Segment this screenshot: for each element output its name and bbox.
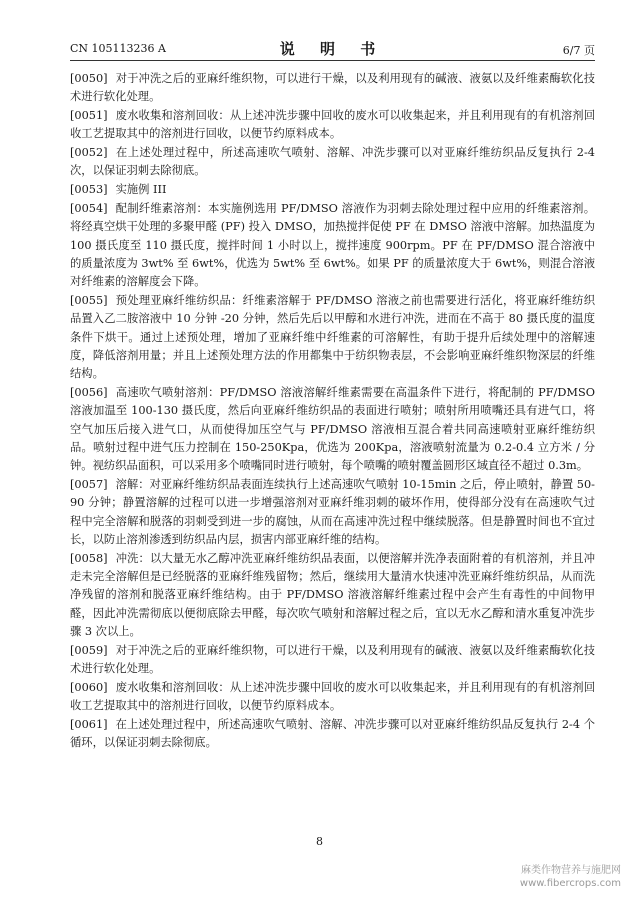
paragraph-number: [0051] (70, 109, 108, 123)
paragraph-text: 在上述处理过程中，所述高速吹气喷射、溶解、冲洗步骤可以对亚麻纤维纺织品反复执行 2-4 个循环，以保证羽刺去除彻底。 (70, 717, 595, 750)
page-header (70, 38, 595, 61)
paragraph-number: [0059] (70, 643, 108, 657)
paragraph-number: [0054] (70, 202, 108, 216)
paragraph-number: [0058] (70, 551, 108, 565)
paragraph (70, 550, 595, 641)
paragraph-text: 对于冲洗之后的亚麻纤维织物，可以进行干燥，以及利用现有的碱液、液氨以及纤维素酶软化技术进行软化处理。 (70, 72, 595, 104)
site-watermark (520, 864, 621, 890)
paragraph-text: 配制纤维素溶剂：本实施例选用 PF/DMSO 溶液作为羽刺去除处理过程中应用的纤维素溶剂。将经真空烘干处理的多聚甲醛 (PF) 投入 DMSO，加热搅拌促使 PF 在 DMSO 溶液中溶解。加热温度为 100 摄氏度至 110 摄氏度，搅拌时间 1 小时以上，搅拌速度 900rpm。PF 在 PF/DMSO 混合溶液中的质量浓度为 3wt% 至 6wt%，优选为 5wt% 至 6wt%。如果 PF 的质量浓度大于 6wt%，则混合溶液对纤维素的溶解度会下降。 (70, 202, 595, 289)
document-body (70, 70, 595, 753)
paragraph-number: [0053] (70, 183, 108, 197)
paragraph (70, 70, 595, 107)
document-title: 说 明 书 (279, 40, 386, 58)
paragraph-text: 对于冲洗之后的亚麻纤维织物，可以进行干燥，以及利用现有的碱液、液氨以及纤维素酶软化技术进行软化处理。 (70, 643, 595, 675)
paragraph (70, 716, 595, 753)
watermark-title: 麻类作物营养与施肥网 (521, 865, 621, 876)
paragraph (70, 200, 595, 291)
paragraph-text: 溶解：对亚麻纤维纺织品表面连续执行上述高速吹气喷射 10-15min 之后，停止喷射，静置 50-90 分钟；静置溶解的过程可以进一步增强溶剂对亚麻纤维羽刺的破坏作用，使得部分没有在高速吹气过程中完全溶解和脱落的羽刺受到进一步的腐蚀，从而在高速冲洗过程中继续脱落。但是静置时间也不宜过长，以防止溶剂渗透到纺织品内层，损害内部亚麻纤维的结构。 (70, 478, 595, 546)
paragraph-number: [0060] (70, 680, 108, 694)
watermark-url: www.fibercrops.com (519, 878, 621, 889)
paragraph (70, 384, 595, 475)
paragraph (70, 181, 595, 199)
paragraph-text: 高速吹气喷射溶剂：PF/DMSO 溶液溶解纤维素需要在高温条件下进行，将配制的 PF/DMSO 溶液加温至 100-130 摄氏度，然后向亚麻纤维纺织品的表面进行喷射；喷射所用喷嘴还具有进气口，将空气加压后接入进气口，从而使得加压空气与 PF/DMSO 溶液相互混合着共同高速喷射亚麻纤维纺织品。喷射过程中进气压力控制在 150-250Kpa，优选为 200Kpa，溶液喷射流量为 0.2-0.4 立方米 / 分钟。视纺织品面积，可以采用多个喷嘴同时进行喷射，每个喷嘴的喷射覆盖圆形区域直径不超过 0.3m。 (70, 386, 595, 473)
paragraph (70, 144, 595, 181)
page-indicator: 6/7 页 (562, 44, 595, 57)
paragraph-text: 预处理亚麻纤维纺织品：纤维素溶解于 PF/DMSO 溶液之前也需要进行活化，将亚麻纤维纺织品置入乙二胺溶液中 10 分钟 -20 分钟，然后先后以甲醇和水进行冲洗，进而在不高于 80 摄氏度的温度条件下烘干。通过上述预处理，增加了亚麻纤维中纤维素的可溶解性，有助于提升后续处理中的溶解速度，降低溶剂用量；并且上述预处理方法的作用都集中于纺织物表层，不会影响亚麻纤维织物深层的纤维结构。 (70, 294, 595, 381)
page-number: 8 (316, 835, 323, 848)
paragraph-number: [0057] (70, 478, 108, 492)
paragraph-text: 在上述处理过程中，所述高速吹气喷射、溶解、冲洗步骤可以对亚麻纤维纺织品反复执行 2-4 次，以保证羽刺去除彻底。 (70, 146, 595, 178)
paragraph-number: [0061] (70, 717, 108, 731)
section-heading: 实施例 III (115, 183, 167, 197)
paragraph-text: 废水收集和溶剂回收：从上述冲洗步骤中回收的废水可以收集起来，并且利用现有的有机溶剂回收工艺提取其中的溶剂进行回收，以便节约原料成本。 (70, 109, 595, 141)
paragraph-text: 废水收集和溶剂回收：从上述冲洗步骤中回收的废水可以收集起来，并且利用现有的有机溶剂回收工艺提取其中的溶剂进行回收，以便节约原料成本。 (70, 680, 595, 713)
paragraph (70, 642, 595, 679)
paragraph (70, 292, 595, 383)
paragraph (70, 107, 595, 144)
document-number: CN 105113236 A (70, 42, 166, 55)
paragraph (70, 476, 595, 549)
paragraph-text: 冲洗：以大量无水乙醇冲洗亚麻纤维纺织品表面，以便溶解并洗净表面附着的有机溶剂，并且冲走未完全溶解但是已经脱落的亚麻纤维残留物；然后，继续用大量清水快速冲洗亚麻纤维纺织品，从而洗净残留的溶剂和脱落亚麻纤维结构。由于 PF/DMSO 溶液溶解纤维素过程中会产生有毒性的中间物甲醛，因此冲洗需彻底以便彻底除去甲醛，每次吹气喷射和溶解过程之后，宜以无水乙醇和清水重复冲洗步骤 3 次以上。 (70, 551, 595, 638)
paragraph-number: [0056] (70, 386, 108, 400)
paragraph-number: [0050] (70, 72, 108, 85)
paragraph-number: [0052] (70, 146, 108, 160)
paragraph-number: [0055] (70, 294, 108, 308)
paragraph (70, 679, 595, 716)
